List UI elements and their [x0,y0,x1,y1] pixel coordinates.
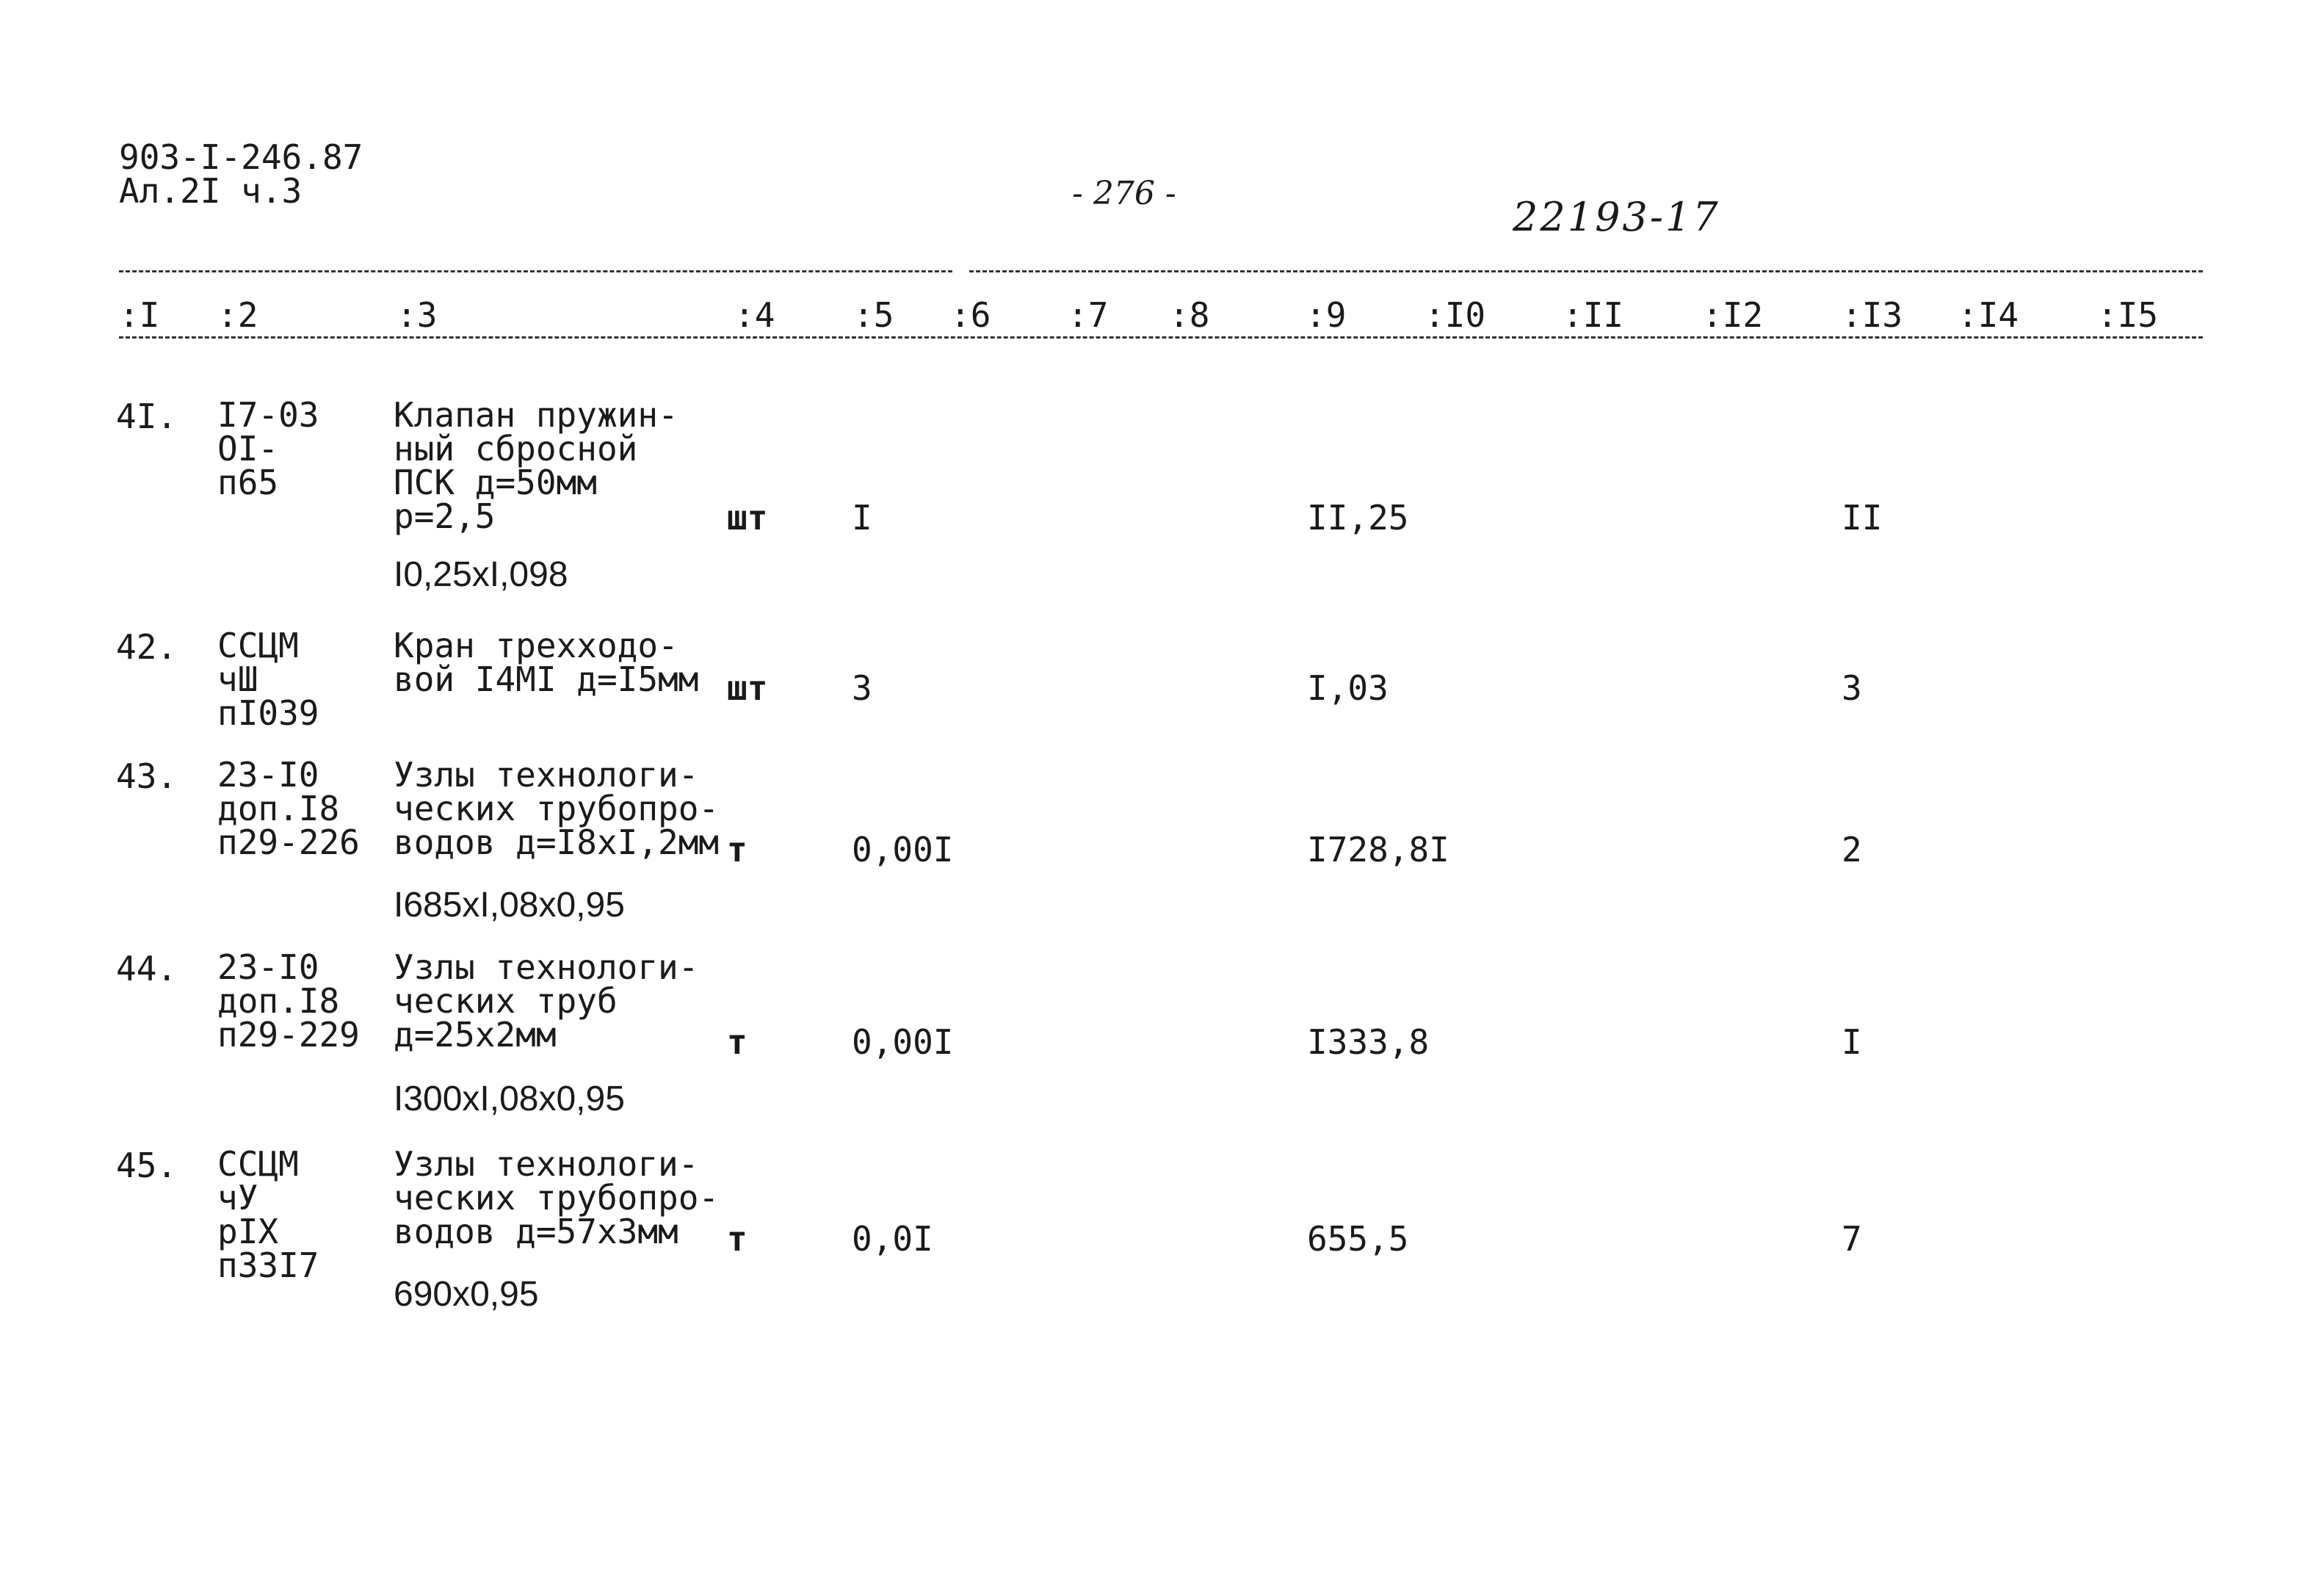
column-number-14: :I4 [1958,295,2019,335]
column-13-value: 3 [1842,668,1862,708]
column-13-value: 7 [1842,1219,1862,1259]
stamp-number: 22193-17 [1513,194,1720,240]
row-number: 44. [116,949,178,988]
unit-price: I,03 [1307,668,1389,708]
row-number: 4I. [116,397,178,436]
unit-price: I728,8I [1307,830,1449,869]
rate-code: ССЦМ чШ пI039 [217,626,319,733]
rate-code: I7-03 OI- п65 [217,395,319,502]
price-formula: I300хI,08х0,95 [394,1079,625,1118]
price-formula: I685хI,08х0,95 [394,886,625,925]
column-number-8: :8 [1169,295,1210,335]
column-number-15: :I5 [2097,295,2159,335]
unit-price: 655,5 [1307,1219,1409,1259]
work-description: Узлы технологи- ческих трубопро- водов д=57х3мм [394,1144,720,1251]
column-header-rule [119,336,2203,339]
column-13-value: 2 [1842,830,1862,869]
column-13-value: II [1842,498,1883,538]
unit-of-measure: т [727,1022,747,1062]
quantity: I [852,498,872,538]
quantity: 0,00I [852,830,954,869]
column-number-1: :I [119,295,160,335]
work-description: Клапан пружин- ный сбросной ПСК д=50мм р=2,5 [394,395,678,536]
unit-of-measure: т [727,830,747,869]
doc-code: 903-I-246.87 [119,137,363,177]
column-number-12: :I2 [1702,295,1764,335]
column-number-10: :I0 [1425,295,1486,335]
column-number-6: :6 [950,295,991,335]
page-number: - 276 - [1072,175,1176,212]
work-description: Узлы технологи- ческих труб д=25х2мм [394,947,699,1055]
unit-price: II,25 [1307,498,1409,538]
column-number-2: :2 [217,295,258,335]
column-number-7: :7 [1068,295,1109,335]
column-number-11: :II [1563,295,1624,335]
unit-of-measure: т [727,1219,747,1259]
column-number-9: :9 [1306,295,1347,335]
work-description: Узлы технологи- ческих трубопро- водов д=I8хI,2мм [394,755,720,862]
unit-of-measure: шт [727,668,768,708]
rate-code: 23-I0 доп.I8 п29-229 [217,947,360,1055]
row-number: 42. [116,627,178,667]
unit-of-measure: шт [727,498,768,538]
row-number: 43. [116,756,178,796]
unit-price: I333,8 [1307,1022,1430,1062]
column-number-3: :3 [397,295,438,335]
quantity: 3 [852,668,872,708]
column-number-4: :4 [734,295,775,335]
top-rule-left [119,270,952,272]
rate-code: 23-I0 доп.I8 п29-226 [217,755,360,862]
row-number: 45. [116,1146,178,1185]
album-part: Ал.2I ч.3 [119,171,303,211]
column-number-5: :5 [853,295,894,335]
top-rule-right [969,270,2203,272]
price-formula: I0,25хI,098 [394,555,568,594]
price-formula: 690х0,95 [394,1275,539,1314]
column-13-value: I [1842,1022,1862,1062]
work-description: Кран трехходо- вой I4МI д=I5мм [394,626,699,699]
rate-code: ССЦМ чУ рIХ п33I7 [217,1144,319,1285]
column-number-13: :I3 [1842,295,1903,335]
quantity: 0,00I [852,1022,954,1062]
quantity: 0,0I [852,1219,933,1259]
